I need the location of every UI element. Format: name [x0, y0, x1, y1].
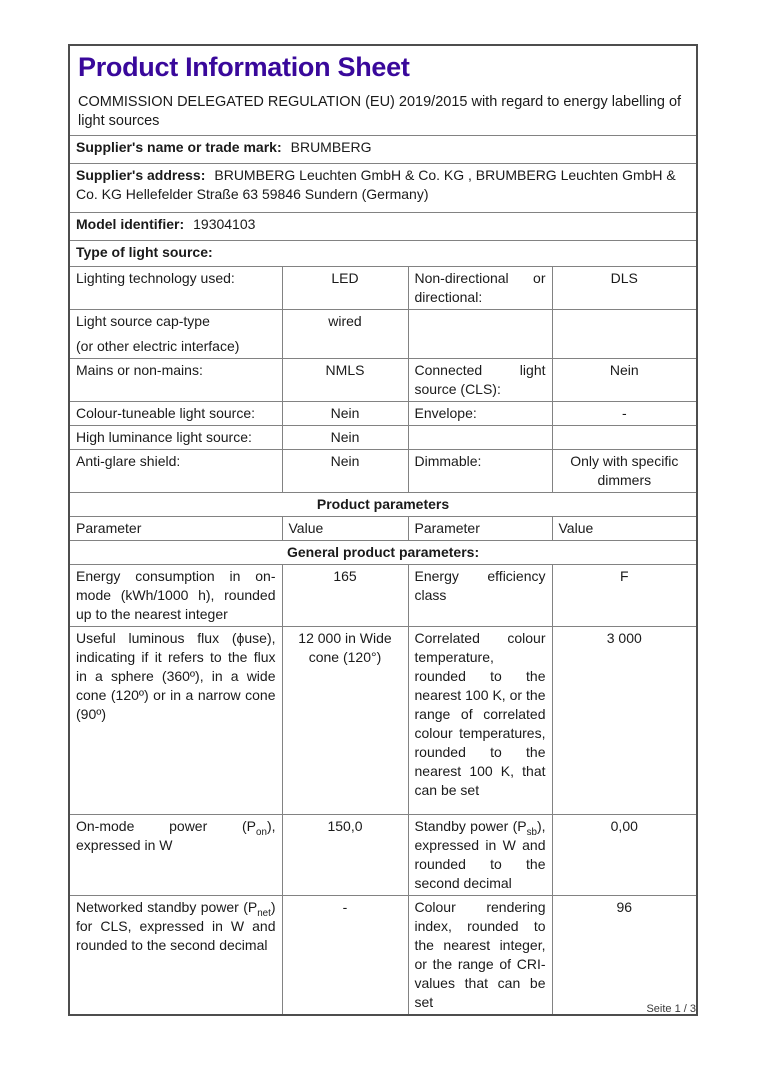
- supplier-name-row: [69, 136, 697, 164]
- param-cell: Colour-tuneable light source:: [69, 402, 282, 426]
- param-cell: Correlated colour temperature, rounded to the nearest 100 K, or the range of correlated colour temperatures, rounded to the nearest 100 K, that can be set: [408, 627, 552, 815]
- param-cell: Standby power $(P_{sb})$, expressed in W and rounded to the second decimal: [408, 815, 552, 896]
- model-identifier-row: [69, 213, 697, 241]
- supplier-address-row: [69, 164, 697, 213]
- subscript: on: [256, 826, 267, 838]
- value-cell: Nein: [282, 450, 408, 493]
- value-cell: -: [282, 896, 408, 1016]
- value-cell: [552, 426, 697, 450]
- value-cell: 3 000: [552, 627, 697, 815]
- subscript: net: [257, 907, 271, 919]
- param-cell: Useful luminous flux (ϕuse), indicating if it refers to the flux in a sphere (360º), in a wide cone (120º) or in a narrow cone (90º): [69, 627, 282, 815]
- value-cell: Nein: [282, 426, 408, 450]
- param-line-1: Light source cap-type: [76, 313, 210, 329]
- supplier-name-label: Supplier's name or trade mark:: [76, 139, 282, 155]
- value-cell: F: [552, 565, 697, 627]
- regulation-subtitle: COMMISSION DELEGATED REGULATION (EU) 2019/2015 with regard to energy labelling of light sources: [78, 94, 682, 129]
- model-identifier-value: 19304103: [193, 216, 256, 232]
- page-title: Product Information Sheet: [78, 52, 410, 82]
- table-row: [69, 310, 697, 359]
- table-row: [69, 565, 697, 627]
- table-row: [69, 815, 697, 896]
- param-cell: Lighting technology used:: [69, 267, 282, 310]
- value-cell: 0,00: [552, 815, 697, 896]
- column-header-parameter: Parameter: [408, 517, 552, 541]
- value-cell: LED: [282, 267, 408, 310]
- table-row: [69, 267, 697, 310]
- product-info-table: [68, 44, 698, 1016]
- value-cell: 150,0: [282, 815, 408, 896]
- column-header-row: [69, 517, 697, 541]
- table-row: [69, 359, 697, 402]
- value-cell: [552, 310, 697, 359]
- param-cell: [408, 310, 552, 359]
- param-line-2: (or other electric interface): [76, 338, 240, 354]
- value-cell: Nein: [282, 402, 408, 426]
- param-cell: Connected light source (CLS):: [408, 359, 552, 402]
- column-header-parameter: Parameter: [69, 517, 282, 541]
- table-row: [69, 627, 697, 815]
- product-parameters-heading: Product parameters: [69, 493, 697, 517]
- product-parameters-heading-row: [69, 493, 697, 517]
- table-row: [69, 896, 697, 1016]
- value-cell: Only with specific dimmers: [552, 450, 697, 493]
- type-section-row: [69, 241, 697, 267]
- table-row: [69, 426, 697, 450]
- supplier-address-value: BRUMBERG Leuchten GmbH & Co. KG , BRUMBERG Leuchten GmbH & Co. KG Hellefelder Straße 63 59846 Sundern (Germany): [76, 167, 676, 202]
- param-cell: Colour rendering index, rounded to the nearest integer, or the range of CRI-values that can be set: [408, 896, 552, 1016]
- page-number: Seite 1 / 3: [646, 1003, 696, 1015]
- table-row: [69, 402, 697, 426]
- param-cell: On-mode power $(P_{on})$, expressed in W: [69, 815, 282, 896]
- value-cell: -: [552, 402, 697, 426]
- param-cell: [408, 426, 552, 450]
- value-cell: wired: [282, 310, 408, 359]
- param-cell: Anti-glare shield:: [69, 450, 282, 493]
- column-header-value: Value: [282, 517, 408, 541]
- general-parameters-heading: General product parameters:: [69, 541, 697, 565]
- param-cell: Non-directional or directional:: [408, 267, 552, 310]
- subscript: sb: [526, 826, 537, 838]
- param-cell: Networked standby power $(P_{net})$ for CLS, expressed in W and rounded to the second decimal: [69, 896, 282, 1016]
- value-cell: 12 000 in Wide cone (120°): [282, 627, 408, 815]
- value-cell: NMLS: [282, 359, 408, 402]
- type-section-label: Type of light source:: [76, 244, 213, 260]
- param-cell: Mains or non-mains:: [69, 359, 282, 402]
- param-cell: Energy consumption in on-mode (kWh/1000 h), rounded up to the nearest integer: [69, 565, 282, 627]
- model-identifier-label: Model identifier:: [76, 216, 185, 232]
- param-cell: Dimmable:: [408, 450, 552, 493]
- supplier-name-value: BRUMBERG: [290, 139, 372, 155]
- table-row: [69, 450, 697, 493]
- param-cell: Envelope:: [408, 402, 552, 426]
- title-row: [69, 45, 697, 136]
- param-cell: High luminance light source:: [69, 426, 282, 450]
- supplier-address-label: Supplier's address:: [76, 167, 206, 183]
- param-cell: [69, 310, 282, 359]
- value-cell: DLS: [552, 267, 697, 310]
- value-cell: 165: [282, 565, 408, 627]
- general-parameters-heading-row: [69, 541, 697, 565]
- param-cell: Energy efficiency class: [408, 565, 552, 627]
- value-cell: 96: [552, 896, 697, 1016]
- column-header-value: Value: [552, 517, 697, 541]
- value-cell: Nein: [552, 359, 697, 402]
